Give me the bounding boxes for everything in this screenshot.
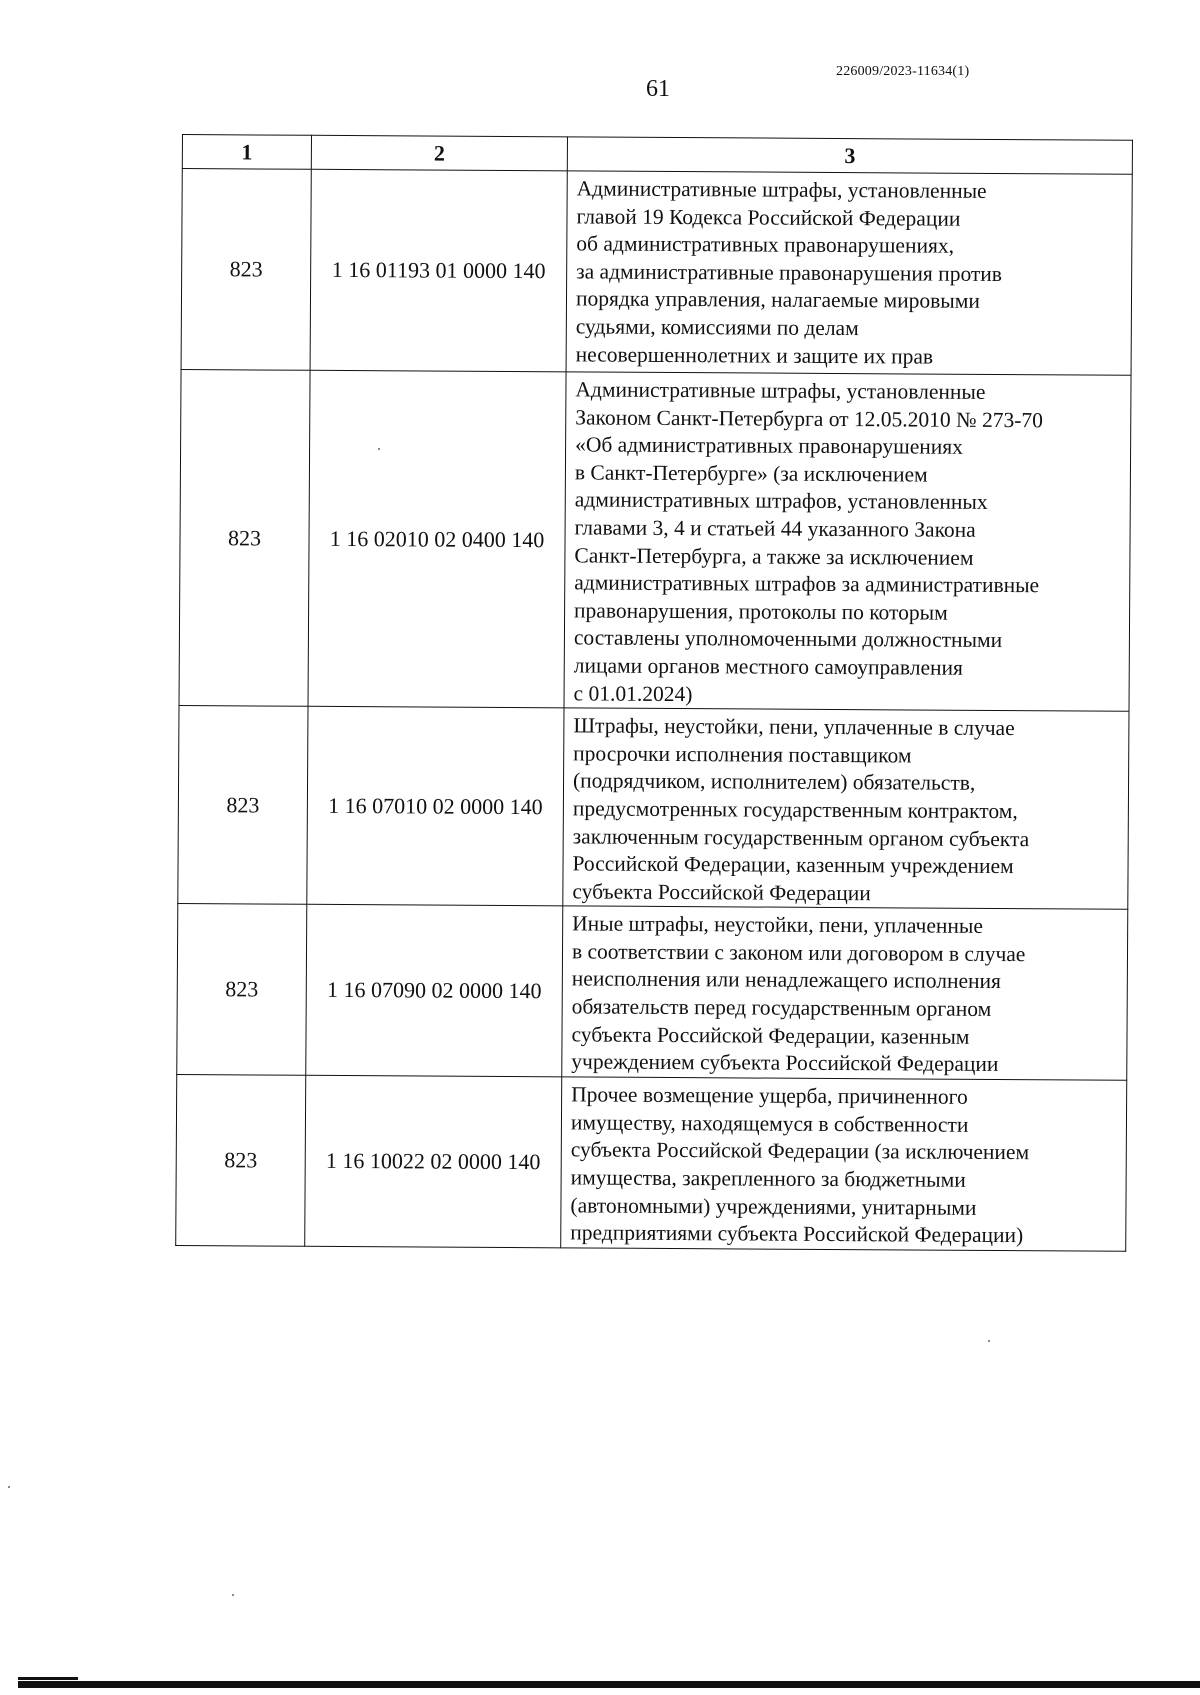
description-cell: Прочее возмещение ущерба, причиненного имуществу, находящемуся в собственности субъекта Российской Федерации (за исключением имущества, закрепленного за бюджетными (автономными) учреждениями, унитарными предприятиями субъекта Российской Федерации): [561, 1077, 1127, 1251]
kbk-code-cell: 1 16 07090 02 0000 140: [306, 905, 563, 1078]
kbk-code-cell: 1 16 01193 01 0000 140: [310, 169, 567, 372]
table-body: [176, 169, 1133, 1252]
column-header-3: 3: [567, 137, 1132, 174]
column-header-1: 1: [182, 135, 311, 170]
admin-code-cell: 823: [177, 904, 307, 1076]
description-cell: Иные штрафы, неустойки, пени, уплаченные в соответствии с законом или договором в случае неисполнения или ненадлежащего исполнения обязательств перед государственным органом субъекта Российской Федерации, казенным учреждением субъекта Российской Федерации: [562, 906, 1128, 1080]
table-row: [181, 169, 1132, 376]
admin-code-cell: 823: [176, 1075, 306, 1247]
table-row: [176, 1075, 1127, 1252]
page-number: 61: [646, 76, 670, 102]
scan-speck: [378, 448, 380, 450]
revenue-codes-table: [175, 134, 1133, 1252]
kbk-code-cell: 1 16 10022 02 0000 140: [305, 1076, 562, 1249]
table-header-row: [182, 135, 1132, 175]
admin-code-cell: 823: [179, 369, 310, 706]
kbk-code-cell: 1 16 02010 02 0400 140: [308, 370, 566, 708]
table-row: [179, 369, 1131, 711]
table-row: [178, 706, 1129, 910]
column-header-2: 2: [311, 135, 567, 171]
description-cell: Административные штрафы, установленные главой 19 Кодекса Российской Федерации об административных правонарушениях, за административные правонарушения против порядка управления, налагаемые мировыми судьями, комиссиями по делам несовершеннолетних и защите их прав: [566, 171, 1132, 375]
scan-bottom-edge: [18, 1681, 1200, 1688]
scan-speck: [232, 1594, 234, 1596]
scan-speck: [988, 1340, 990, 1342]
table-header: [182, 135, 1132, 175]
admin-code-cell: 823: [181, 169, 311, 371]
revenue-codes-table-container: [175, 134, 1132, 1252]
scan-speck: [8, 1486, 10, 1488]
description-cell: Административные штрафы, установленные Законом Санкт-Петербурга от 12.05.2010 № 273-70 «Об административных правонарушениях в Санкт-Петербурге» (за исключением административных штрафов, установленных главами 3, 4 и статьей 44 указанного Закона Санкт-Петербурга, а также за исключением административных штрафов за административные правонарушения, протоколы по которым составлены уполномоченными должностными лицами органов местного самоуправления с 01.01.2024): [564, 372, 1131, 712]
scan-edge-mark: [18, 1677, 78, 1680]
description-cell: Штрафы, неустойки, пени, уплаченные в случае просрочки исполнения поставщиком (подрядчиком, исполнителем) обязательств, предусмотренных государственным контрактом, заключенным государственным органом субъекта Российской Федерации, казенным учреждением субъекта Российской Федерации: [563, 708, 1129, 910]
kbk-code-cell: 1 16 07010 02 0000 140: [307, 706, 564, 906]
table-row: [177, 904, 1128, 1081]
document-registration-number: 226009/2023-11634(1): [836, 64, 970, 79]
admin-code-cell: 823: [178, 706, 308, 905]
